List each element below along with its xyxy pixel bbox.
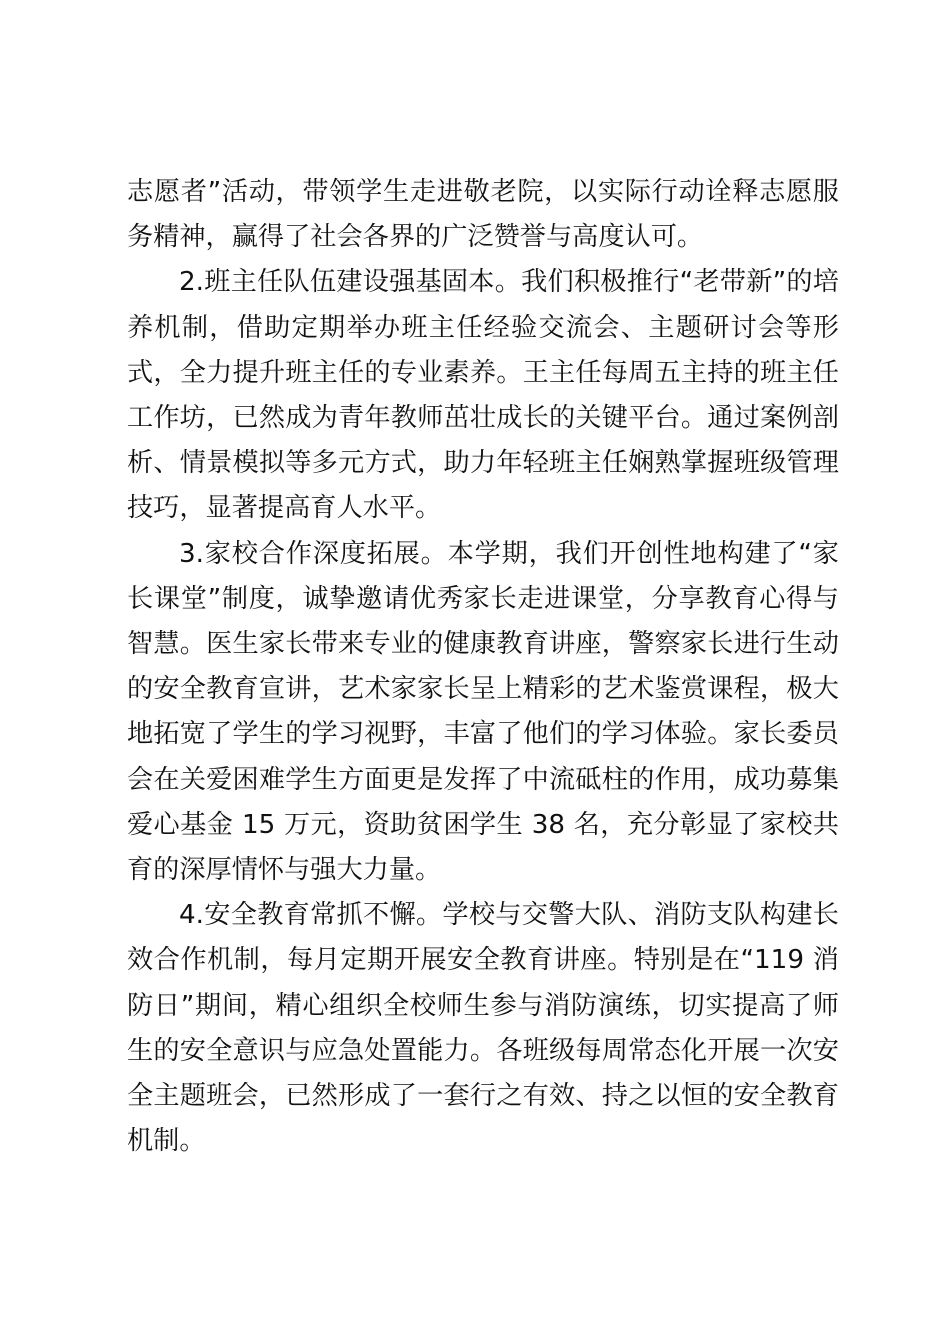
paragraph-home-school-cooperation: 3.家校合作深度拓展。本学期，我们开创性地构建了“家长课堂”制度，诚挚邀请优秀家长走进课堂，分享教育心得与智慧。医生家长带来专业的健康教育讲座，警察家长进行生动的安全教育宣讲，艺术家家长呈上精彩的艺术鉴赏课程，极大地拓宽了学生的学习视野，丰富了他们的学习体验。家长委员会在关爱困难学生方面更是发挥了中流砥柱的作用，成功募集爱心基金 15 万元，资助贫困学生 38 名，充分彰显了家校共育的深厚情怀与强大力量。	[127, 538, 839, 886]
document-body	[127, 170, 839, 1164]
paragraph-head-teacher-team: 2.班主任队伍建设强基固本。我们积极推行“老带新”的培养机制，借助定期举办班主任经验交流会、主题研讨会等形式，全力提升班主任的专业素养。王主任每周五主持的班主任工作坊，已然成为青年教师茁壮成长的关键平台。通过案例剖析、情景模拟等多元方式，助力年轻班主任娴熟掌握班级管理技巧，显著提高育人水平。	[127, 267, 839, 524]
paragraph-volunteer-continuation: 志愿者”活动，带领学生走进敬老院，以实际行动诠释志愿服务精神，赢得了社会各界的广泛赞誉与高度认可。	[127, 177, 839, 253]
paragraph-safety-education: 4.安全教育常抓不懈。学校与交警大队、消防支队构建长效合作机制，每月定期开展安全教育讲座。特别是在“119 消防日”期间，精心组织全校师生参与消防演练，切实提高了师生的安全意识与应急处置能力。各班级每周常态化开展一次安全主题班会，已然形成了一套行之有效、持之以恒的安全教育机制。	[127, 900, 839, 1157]
